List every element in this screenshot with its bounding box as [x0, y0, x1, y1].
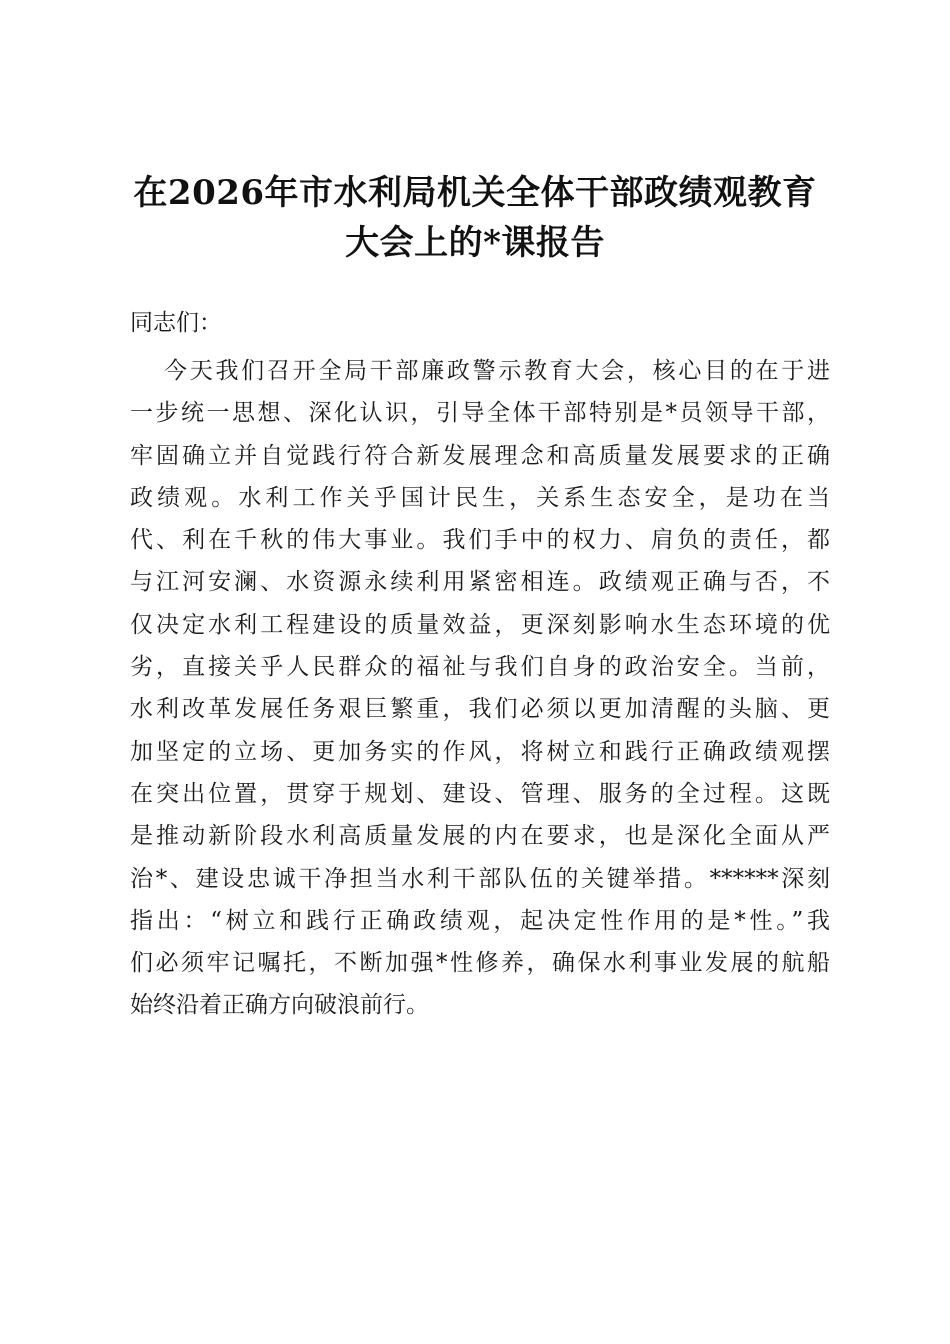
paragraph-line: 是推动新阶段水利高质量发展的内在要求，也是深化全面从严: [130, 823, 830, 850]
paragraph-line: 政绩观。水利工作关乎国计民生，关系生态安全，是功在当: [130, 484, 830, 511]
salutation: 同志们：: [130, 310, 222, 336]
paragraph-line: 一步统一思想、深化认识，引导全体干部特别是*员领导干部，: [130, 400, 830, 427]
paragraph-line: 代、利在千秋的伟大事业。我们手中的权力、肩负的责任，都: [130, 527, 830, 554]
paragraph-line: 劣，直接关乎人民群众的福祉与我们自身的政治安全。当前，: [130, 654, 830, 681]
paragraph-line: 指出：“树立和践行正确政绩观，起决定性作用的是*性。”我: [130, 907, 830, 934]
paragraph-line: 仅决定水利工程建设的质量效益，更深刻影响水生态环境的优: [130, 611, 830, 638]
paragraph-line: 水利改革发展任务艰巨繁重，我们必须以更加清醒的头脑、更: [130, 696, 830, 723]
paragraph-line: 牢固确立并自觉践行符合新发展理念和高质量发展要求的正确: [130, 442, 830, 469]
paragraph-line: 与江河安澜、水资源永续利用紧密相连。政绩观正确与否，不: [130, 569, 830, 596]
paragraph-line: 今天我们召开全局干部廉政警示教育大会，核心目的在于进: [164, 358, 830, 384]
paragraph-line: 治*、建设忠诚干净担当水利干部队伍的关键举措。******深刻: [130, 865, 830, 892]
paragraph-line: 加坚定的立场、更加务实的作风，将树立和践行正确政绩观摆: [130, 738, 830, 765]
paragraph-line: 们必须牢记嘱托，不断加强*性修养，确保水利事业发展的航船: [130, 950, 830, 977]
paragraph-line: 在突出位置，贯穿于规划、建设、管理、服务的全过程。这既: [130, 780, 830, 807]
body-paragraph: [130, 350, 830, 1027]
title-line-2: 大会上的*课报告: [345, 223, 605, 263]
document-title: [120, 168, 830, 268]
paragraph-line: 始终沿着正确方向破浪前行。: [130, 992, 429, 1019]
title-line-1: 在2026年市水利局机关全体干部政绩观教育: [133, 173, 817, 213]
